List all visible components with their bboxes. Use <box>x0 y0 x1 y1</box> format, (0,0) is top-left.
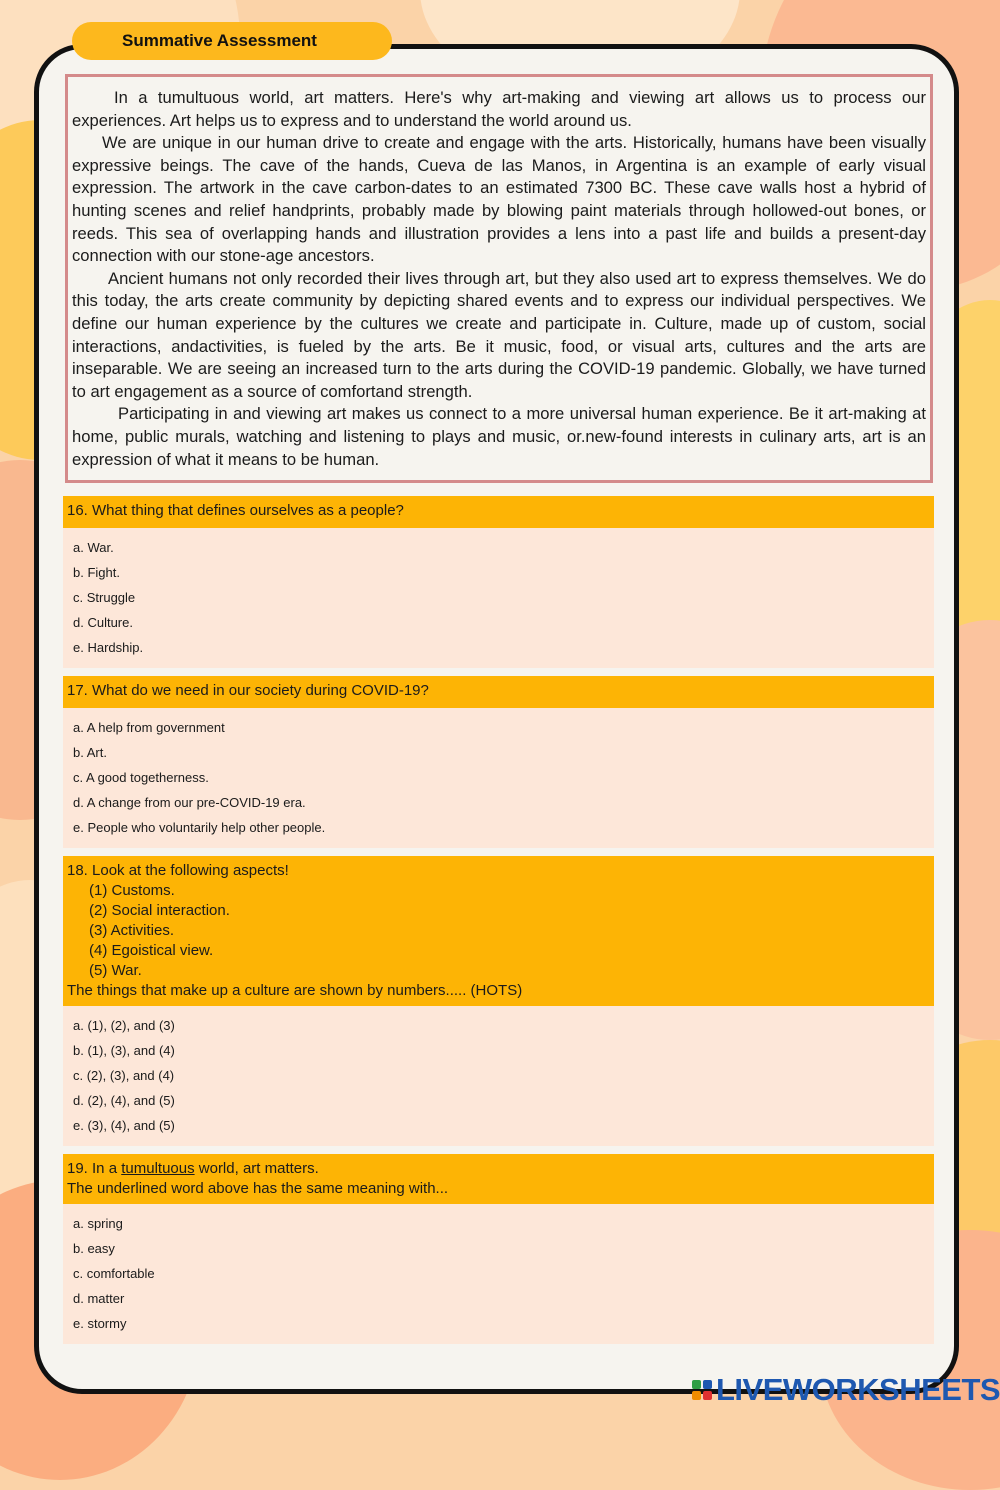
passage-paragraph: In a tumultuous world, art matters. Here's why art-making and viewing art allows us to process our experiences. Art helps us to express and to understand the world around us. <box>72 88 926 130</box>
brand-name: LIVEWORKSHEETS <box>716 1372 1000 1407</box>
question-18-text: 18. Look at the following aspects! <box>67 862 289 879</box>
question-19-suffix: world, art matters. <box>198 1160 319 1177</box>
option-a[interactable]: a. War. <box>73 540 114 555</box>
option-e[interactable]: e. (3), (4), and (5) <box>73 1118 175 1133</box>
reading-passage <box>65 74 933 483</box>
question-17-text: 17. What do we need in our society during COVID-19? <box>67 682 429 699</box>
question-19-text <box>67 1159 930 1179</box>
underlined-word: tumultuous <box>121 1160 195 1177</box>
question-19-prefix: 19. In a <box>67 1160 118 1177</box>
aspect-item: (3) Activities. <box>89 922 175 939</box>
option-b[interactable]: b. Fight. <box>73 565 120 580</box>
aspect-item: (2) Social interaction. <box>89 902 230 919</box>
option-c[interactable]: c. Struggle <box>73 590 136 605</box>
option-a[interactable]: a. spring <box>73 1216 123 1231</box>
question-18-prompt: The things that make up a culture are shown by numbers..... (HOTS) <box>67 982 523 999</box>
question-16-text: 16. What thing that defines ourselves as a people? <box>67 502 404 519</box>
page-title: Summative Assessment <box>122 31 317 50</box>
question-16-header <box>63 496 934 528</box>
question-17-header <box>63 676 934 708</box>
question-17-options <box>63 708 934 848</box>
option-d[interactable]: d. matter <box>73 1291 125 1306</box>
title-banner <box>72 22 392 60</box>
logo-squares-icon <box>692 1380 712 1400</box>
option-e[interactable]: e. People who voluntarily help other people. <box>73 820 326 835</box>
option-d[interactable]: d. A change from our pre-COVID-19 era. <box>73 795 306 810</box>
aspect-item: (5) War. <box>89 962 142 979</box>
option-b[interactable]: b. Art. <box>73 745 107 760</box>
liveworksheets-logo <box>692 1373 1000 1407</box>
option-a[interactable]: a. (1), (2), and (3) <box>73 1018 175 1033</box>
aspect-item: (4) Egoistical view. <box>89 942 214 959</box>
question-19-header <box>63 1154 934 1204</box>
question-19-prompt: The underlined word above has the same meaning with... <box>67 1180 449 1197</box>
option-b[interactable]: b. (1), (3), and (4) <box>73 1043 175 1058</box>
question-16-options <box>63 528 934 668</box>
option-a[interactable]: a. A help from government <box>73 720 225 735</box>
question-19-options <box>63 1204 934 1344</box>
aspect-item: (1) Customs. <box>89 882 175 899</box>
passage-paragraph: We are unique in our human drive to create and engage with the arts. Historically, humans have been visually expressive beings. The cave of the hands, Cueva de las Manos, in Argentina is an example of early visual expression. The artwork in the cave carbon-dates to an estimated 7300 BC. These cave walls host a hybrid of hunting scenes and relief handprints, probably made by blowing paint materials through hollowed-out bones, or reeds. This sea of overlapping hands and illustration provides a lens into a past life and builds a present-day connection with our stone-age ancestors. <box>72 133 926 266</box>
option-c[interactable]: c. comfortable <box>73 1266 155 1281</box>
option-c[interactable]: c. (2), (3), and (4) <box>73 1068 175 1083</box>
question-18-options <box>63 1006 934 1146</box>
option-e[interactable]: e. stormy <box>73 1316 127 1331</box>
option-d[interactable]: d. Culture. <box>73 615 133 630</box>
option-e[interactable]: e. Hardship. <box>73 640 144 655</box>
option-d[interactable]: d. (2), (4), and (5) <box>73 1093 175 1108</box>
option-c[interactable]: c. A good togetherness. <box>73 770 209 785</box>
passage-paragraph: Ancient humans not only recorded their lives through art, but they also used art to express themselves. We do this today, the arts create community by depicting shared events and to express our individual perspectives. We define our human experience by the cultures we create and participate in. Culture, made up of custom, social interactions, andactivities, is fueled by the arts. Be it music, food, or visual arts, cultures and the arts are inseparable. We are seeing an increased turn to the arts during the COVID-19 pandemic. Globally, we have turned to art engagement as a source of comfortand strength. <box>72 268 926 401</box>
option-b[interactable]: b. easy <box>73 1241 115 1256</box>
question-18-header <box>63 856 934 1006</box>
passage-paragraph: Participating in and viewing art makes us connect to a more universal human experience. Be it art-making at home, public murals, watching and listening to plays and music, or.new-found interests in culinary arts, art is an expression of what it means to be human. <box>72 404 926 469</box>
